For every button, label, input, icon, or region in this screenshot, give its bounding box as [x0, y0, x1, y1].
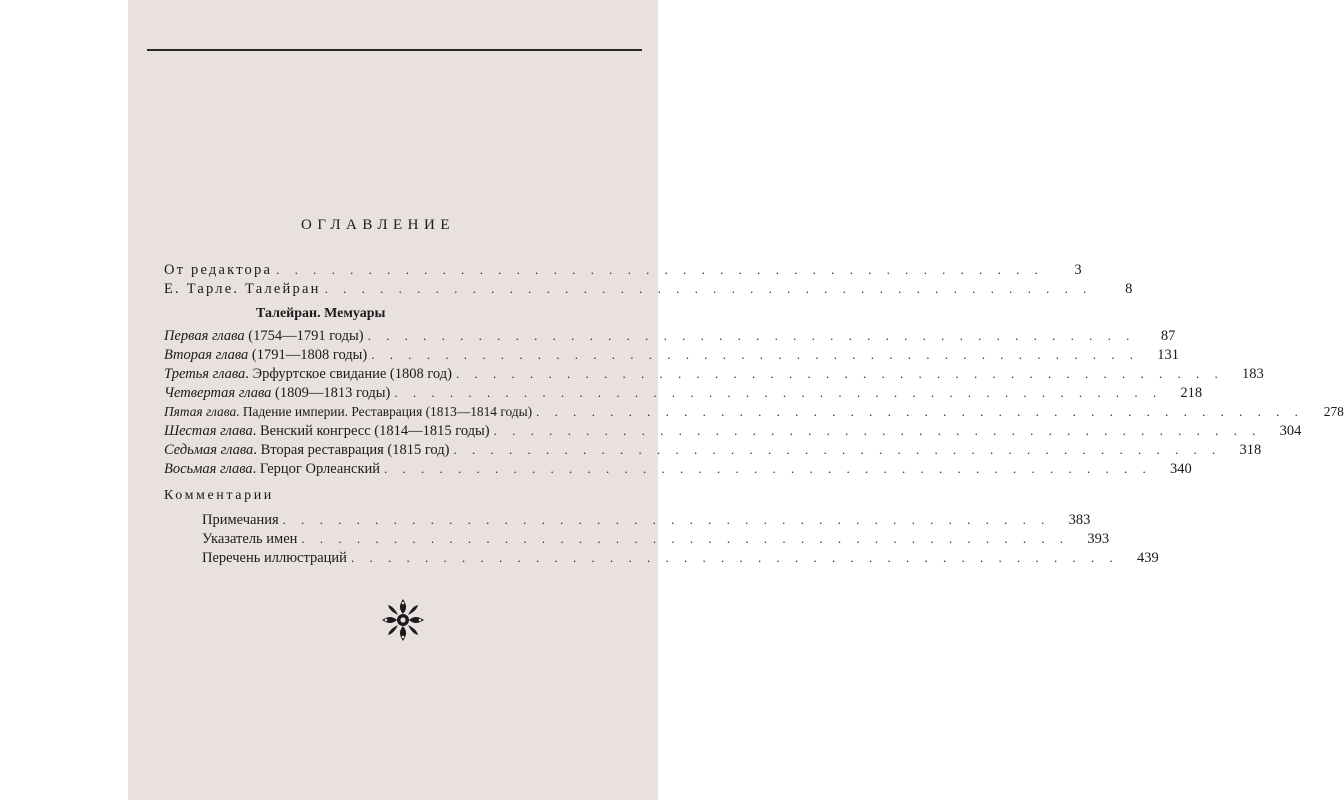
chapter-name: Вторая глава	[164, 347, 249, 363]
toc-comment-row	[202, 512, 1091, 531]
toc-chapter-row	[164, 385, 1203, 404]
chapter-detail: (1809—1813 годы)	[271, 385, 391, 401]
chapter-name: Пятая глава	[164, 404, 237, 419]
chapter-name: Седьмая глава	[164, 442, 254, 458]
chapter-name: Восьмая глава	[164, 461, 253, 477]
leader-dots: . . . . . . . . . . . . . . . . . . . . . . . . . . . . . . . . . . . . . . . . . .	[453, 442, 1222, 457]
chapter-detail: . Эрфуртское свидание (1808 год)	[245, 366, 452, 382]
fleuron-ornament-icon	[380, 597, 426, 643]
toc-page-number: 131	[1157, 347, 1179, 363]
toc-entry-editor	[164, 262, 1084, 281]
leader-dots: . . . . . . . . . . . . . . . . . . . . . . . . . . . . . . . . . . . . . . . . . .	[371, 347, 1139, 362]
toc-chapter-row	[164, 442, 1262, 461]
leader-dots: . . . . . . . . . . . . . . . . . . . . . . . . . . . . . . . . . . . . . . . . . .	[276, 262, 1044, 277]
toc-page-number: 87	[1160, 328, 1176, 344]
leader-dots: . . . . . . . . . . . . . . . . . . . . . . . . . . . . . . . . . . . . . . . . . .	[324, 281, 1093, 296]
leader-dots: . . . . . . . . . . . . . . . . . . . . . . . . . . . . . . . . . . . . . . . . . .	[367, 328, 1136, 343]
toc-entry-label: Указатель имен	[202, 531, 298, 547]
comments-title: Комментарии	[164, 488, 274, 503]
toc-page-number: 383	[1068, 512, 1091, 528]
leader-dots: . . . . . . . . . . . . . . . . . . . . . . . . . . . . . . . . . . . . . . . . . .	[536, 404, 1304, 419]
leader-dots: . . . . . . . . . . . . . . . . . . . . . . . . . . . . . . . . . . . . . . . . . .	[394, 385, 1163, 400]
leader-dots: . . . . . . . . . . . . . . . . . . . . . . . . . . . . . . . . . . . . . . . . . .	[384, 461, 1152, 476]
toc-chapter-row	[164, 461, 1192, 480]
chapter-detail: (1754—1791 годы)	[244, 328, 364, 344]
toc-page-number: 3	[1074, 262, 1084, 278]
chapter-detail: (1791—1808 годы)	[248, 347, 368, 363]
toc-entry-label: Перечень иллюстраций	[202, 550, 347, 566]
chapter-name: Третья глава	[164, 366, 246, 382]
chapter-detail: . Вторая реставрация (1815 год)	[253, 442, 450, 458]
toc-page-number: 304	[1279, 423, 1302, 439]
toc-entry-label: От редактора	[164, 262, 273, 278]
toc-comment-row	[202, 531, 1110, 550]
chapter-name: Четвертая глава	[164, 385, 272, 401]
toc-page-number: 393	[1087, 531, 1110, 547]
chapter-detail: . Венский конгресс (1814—1815 годы)	[252, 423, 490, 439]
toc-chapter-row	[164, 347, 1179, 366]
toc-title: ОГЛАВЛЕНИЕ	[301, 217, 455, 233]
chapter-name: Первая глава	[164, 328, 245, 344]
toc-comment-row	[202, 550, 1159, 569]
leader-dots: . . . . . . . . . . . . . . . . . . . . . . . . . . . . . . . . . . . . . . . . . .	[493, 423, 1262, 438]
leader-dots: . . . . . . . . . . . . . . . . . . . . . . . . . . . . . . . . . . . . . . . . . .	[301, 531, 1070, 546]
section-title: Талейран. Мемуары	[256, 306, 386, 321]
toc-chapter-row	[164, 404, 1344, 423]
toc-page-number: 439	[1136, 550, 1159, 566]
chapter-detail: . Герцог Орлеанский	[252, 461, 381, 477]
toc-entry-tarle	[164, 281, 1133, 300]
toc-chapter-row	[164, 366, 1264, 385]
toc-entry-label: Примечания	[202, 512, 279, 528]
leader-dots: . . . . . . . . . . . . . . . . . . . . . . . . . . . . . . . . . . . . . . . . . .	[455, 366, 1224, 381]
toc-page-number: 183	[1241, 366, 1264, 382]
chapter-detail: . Падение империи. Реставрация (1813—1814 годы)	[236, 404, 533, 419]
toc-page-number: 8	[1125, 281, 1133, 297]
toc-chapter-row	[164, 423, 1302, 442]
book-page	[128, 0, 1344, 800]
toc-page-number: 340	[1170, 461, 1192, 477]
toc-chapter-row	[164, 328, 1176, 347]
toc-page-number: 278	[1323, 404, 1344, 419]
leader-dots: . . . . . . . . . . . . . . . . . . . . . . . . . . . . . . . . . . . . . . . . . .	[282, 512, 1051, 527]
toc-page-number: 318	[1239, 442, 1262, 458]
leader-dots: . . . . . . . . . . . . . . . . . . . . . . . . . . . . . . . . . . . . . . . . . .	[350, 550, 1119, 565]
chapter-name: Шестая глава	[164, 423, 253, 439]
toc-page-number: 218	[1180, 385, 1203, 401]
toc-entry-label: Е. Тарле. Талейран	[164, 281, 321, 297]
top-rule	[147, 49, 642, 51]
